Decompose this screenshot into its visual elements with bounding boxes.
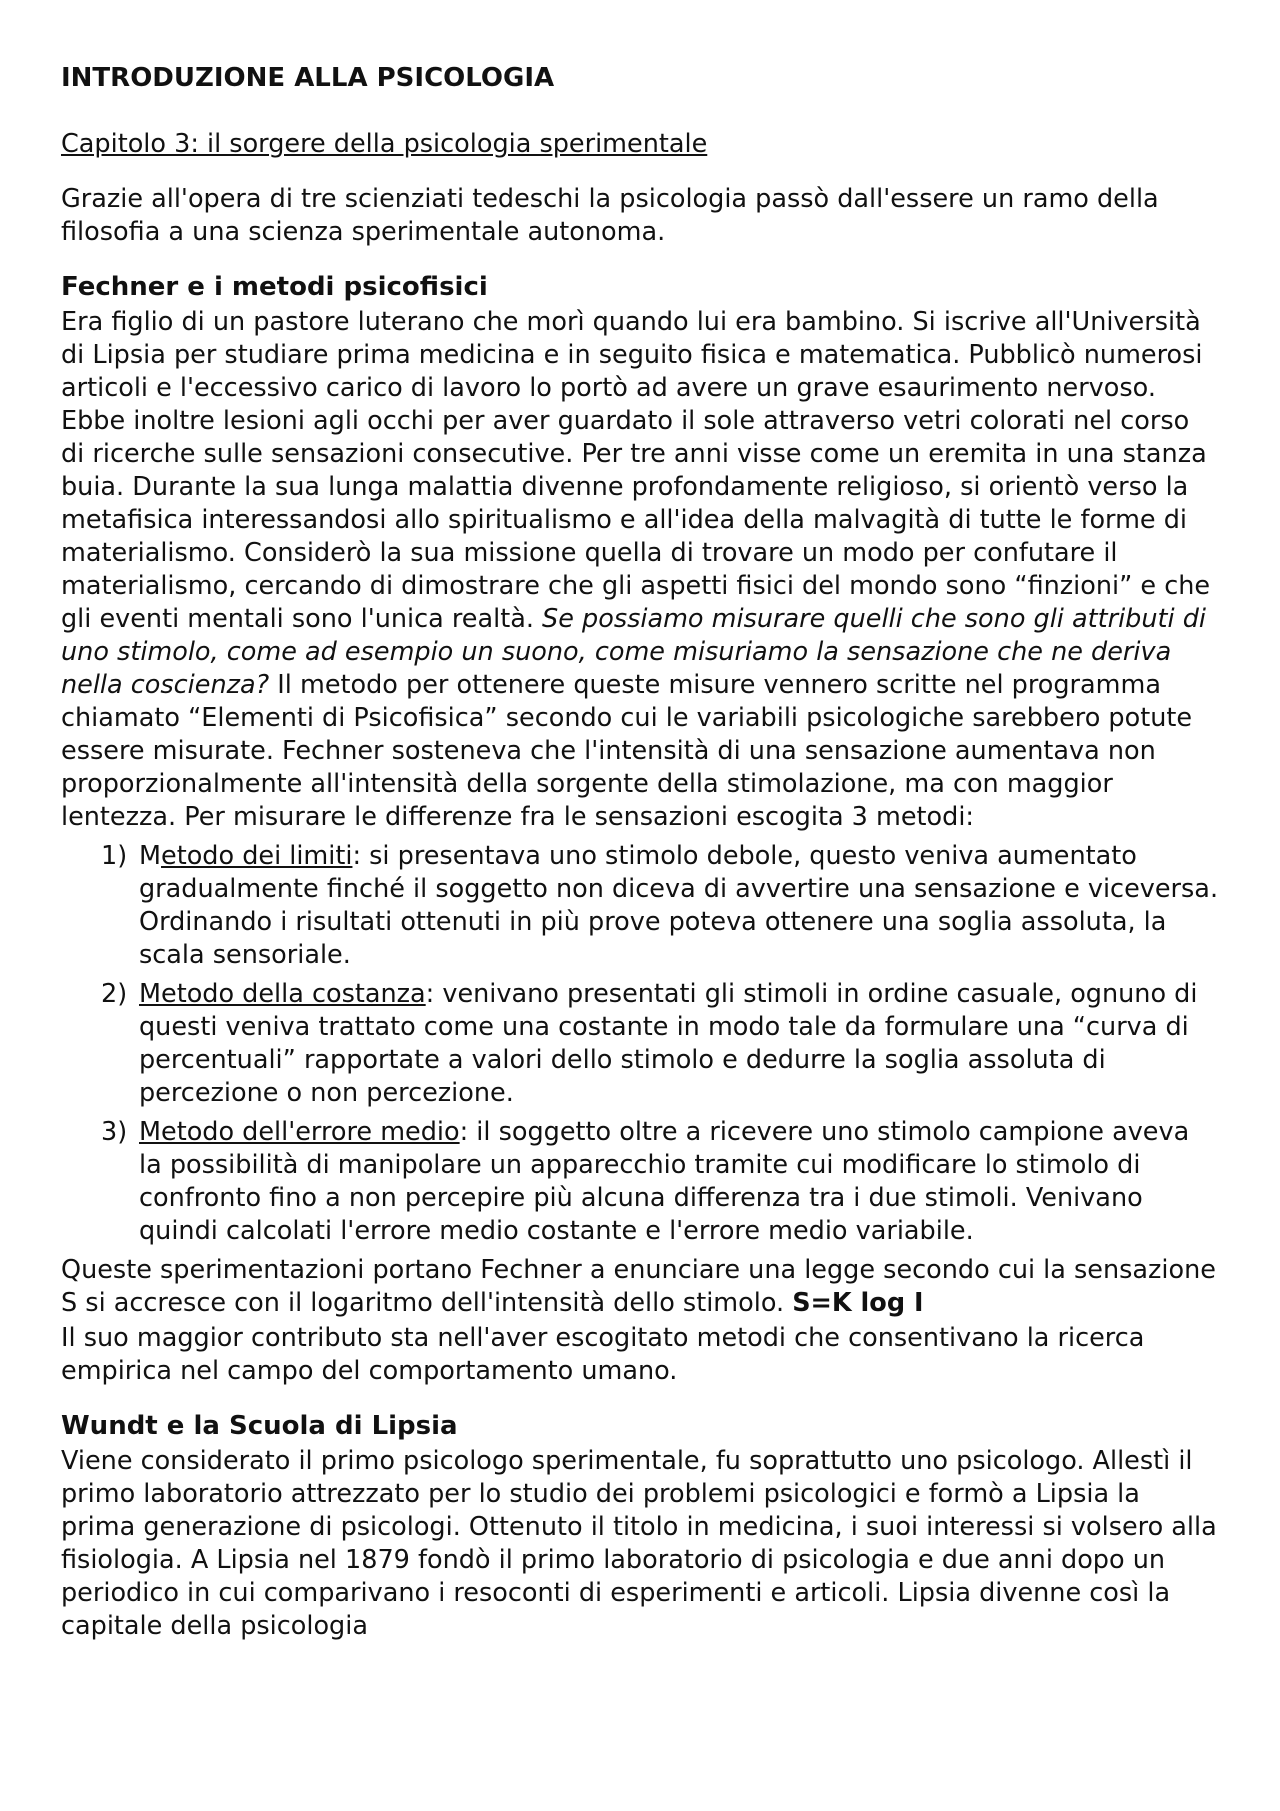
list-number: 2) — [101, 979, 128, 1009]
list-item — [101, 840, 1220, 972]
list-item — [101, 978, 1220, 1110]
method-description: : si presentava uno stimolo debole, questo veniva aumentato gradualmente finché il soggetto non diceva di avvertire una sensazione e viceversa. Ordinando i risultati ottenuti in più prove poteva ottenere una soglia assoluta, la scala sensoriale. — [139, 841, 1219, 970]
chapter-title: Capitolo 3: il sorgere della psicologia sperimentale — [61, 129, 708, 159]
section-heading-fechner: Fechner e i metodi psicofisici — [61, 272, 488, 302]
list-item — [101, 1116, 1220, 1248]
method-name: etodo dei limiti — [161, 841, 353, 871]
fechner-contribution-paragraph: Il suo maggior contributo sta nell'aver escogitato metodi che consentivano la ricerca empirica nel campo del comportamento umano. — [61, 1323, 1145, 1386]
methods-list — [61, 840, 1220, 1248]
method-name: Metodo della costanza — [139, 979, 426, 1009]
fechner-question-italic: Se possiamo misurare quelli che sono gli attributi di uno stimolo, come ad esempio un suono, come misuriamo la sensazione che ne deriva nella coscienza? — [61, 604, 1206, 700]
wundt-paragraph: Viene considerato il primo psicologo sperimentale, fu soprattutto uno psicologo. Allestì il primo laboratorio attrezzato per lo studio dei problemi psicologici e formò a Lipsia la prima generazione di psicologi. Ottenuto il titolo in medicina, i suoi interessi si volsero alla fisiologia. A Lipsia nel 1879 fondò il primo laboratorio di psicologia e due anni dopo un periodico in cui comparivano i resoconti di esperimenti e articoli. Lipsia divenne così la capitale della psicologia — [61, 1446, 1217, 1641]
document-title: INTRODUZIONE ALLA PSICOLOGIA — [61, 63, 555, 93]
intro-paragraph: Grazie all'opera di tre scienziati tedeschi la psicologia passò dall'essere un ramo della filosofia a una scienza sperimentale autonoma. — [61, 184, 1159, 247]
method-name: Metodo dell'errore medio — [139, 1117, 460, 1147]
fechner-paragraph — [61, 306, 1220, 834]
list-number: 3) — [101, 1117, 128, 1147]
fechner-law-formula: S=K log I — [792, 1288, 924, 1318]
list-number: 1) — [101, 841, 128, 871]
fechner-law-paragraph — [61, 1254, 1220, 1320]
section-heading-wundt: Wundt e la Scuola di Lipsia — [61, 1411, 458, 1441]
fechner-methods-intro: Il metodo per ottenere queste misure vennero scritte nel programma chiamato “Elementi di Psicofisica” secondo cui le variabili psicologiche sarebbero potute essere misurate. Fechner sosteneva che l'intensità di una sensazione aumentava non proporzionalmente all'intensità della sorgente della stimolazione, ma con maggior lentezza. Per misurare le differenze fra le sensazioni escogita 3 metodi: — [61, 670, 1193, 832]
method-description: : venivano presentati gli stimoli in ordine casuale, ognuno di questi veniva trattato come una costante in modo tale da formulare una “curva di percentuali” rapportate a valori dello stimolo e dedurre la soglia assoluta di percezione o non percezione. — [139, 979, 1198, 1108]
method-description: : il soggetto oltre a ricevere uno stimolo campione aveva la possibilità di manipolare un apparecchio tramite cui modificare lo stimolo di confronto fino a non percepire più alcuna differenza tra i due stimoli. Venivano quindi calcolati l'errore medio costante e l'errore medio variabile. — [139, 1117, 1190, 1246]
fechner-law-text: Queste sperimentazioni portano Fechner a enunciare una legge secondo cui la sensazione S si accresce con il logaritmo dell'intensità dello stimolo. — [61, 1255, 1216, 1318]
fechner-biography-text: Era figlio di un pastore luterano che morì quando lui era bambino. Si iscrive all'Università di Lipsia per studiare prima medicina e in seguito fisica e matematica. Pubblicò numerosi articoli e l'eccessivo carico di lavoro lo portò ad avere un grave esaurimento nervoso. Ebbe inoltre lesioni agli occhi per aver guardato il sole attraverso vetri colorati nel corso di ricerche sulle sensazioni consecutive. Per tre anni visse come un eremita in una stanza buia. Durante la sua lunga malattia divenne profondamente religioso, si orientò verso la metafisica interessandosi allo spiritualismo e all'idea della malvagità di tutte le forme di materialismo. Considerò la sua missione quella di trovare un modo per confutare il materialismo, cercando di dimostrare che gli aspetti fisici del mondo sono “finzioni” e che gli eventi mentali sono l'unica realtà. — [61, 307, 1211, 634]
method-name-initial: M — [139, 841, 162, 871]
